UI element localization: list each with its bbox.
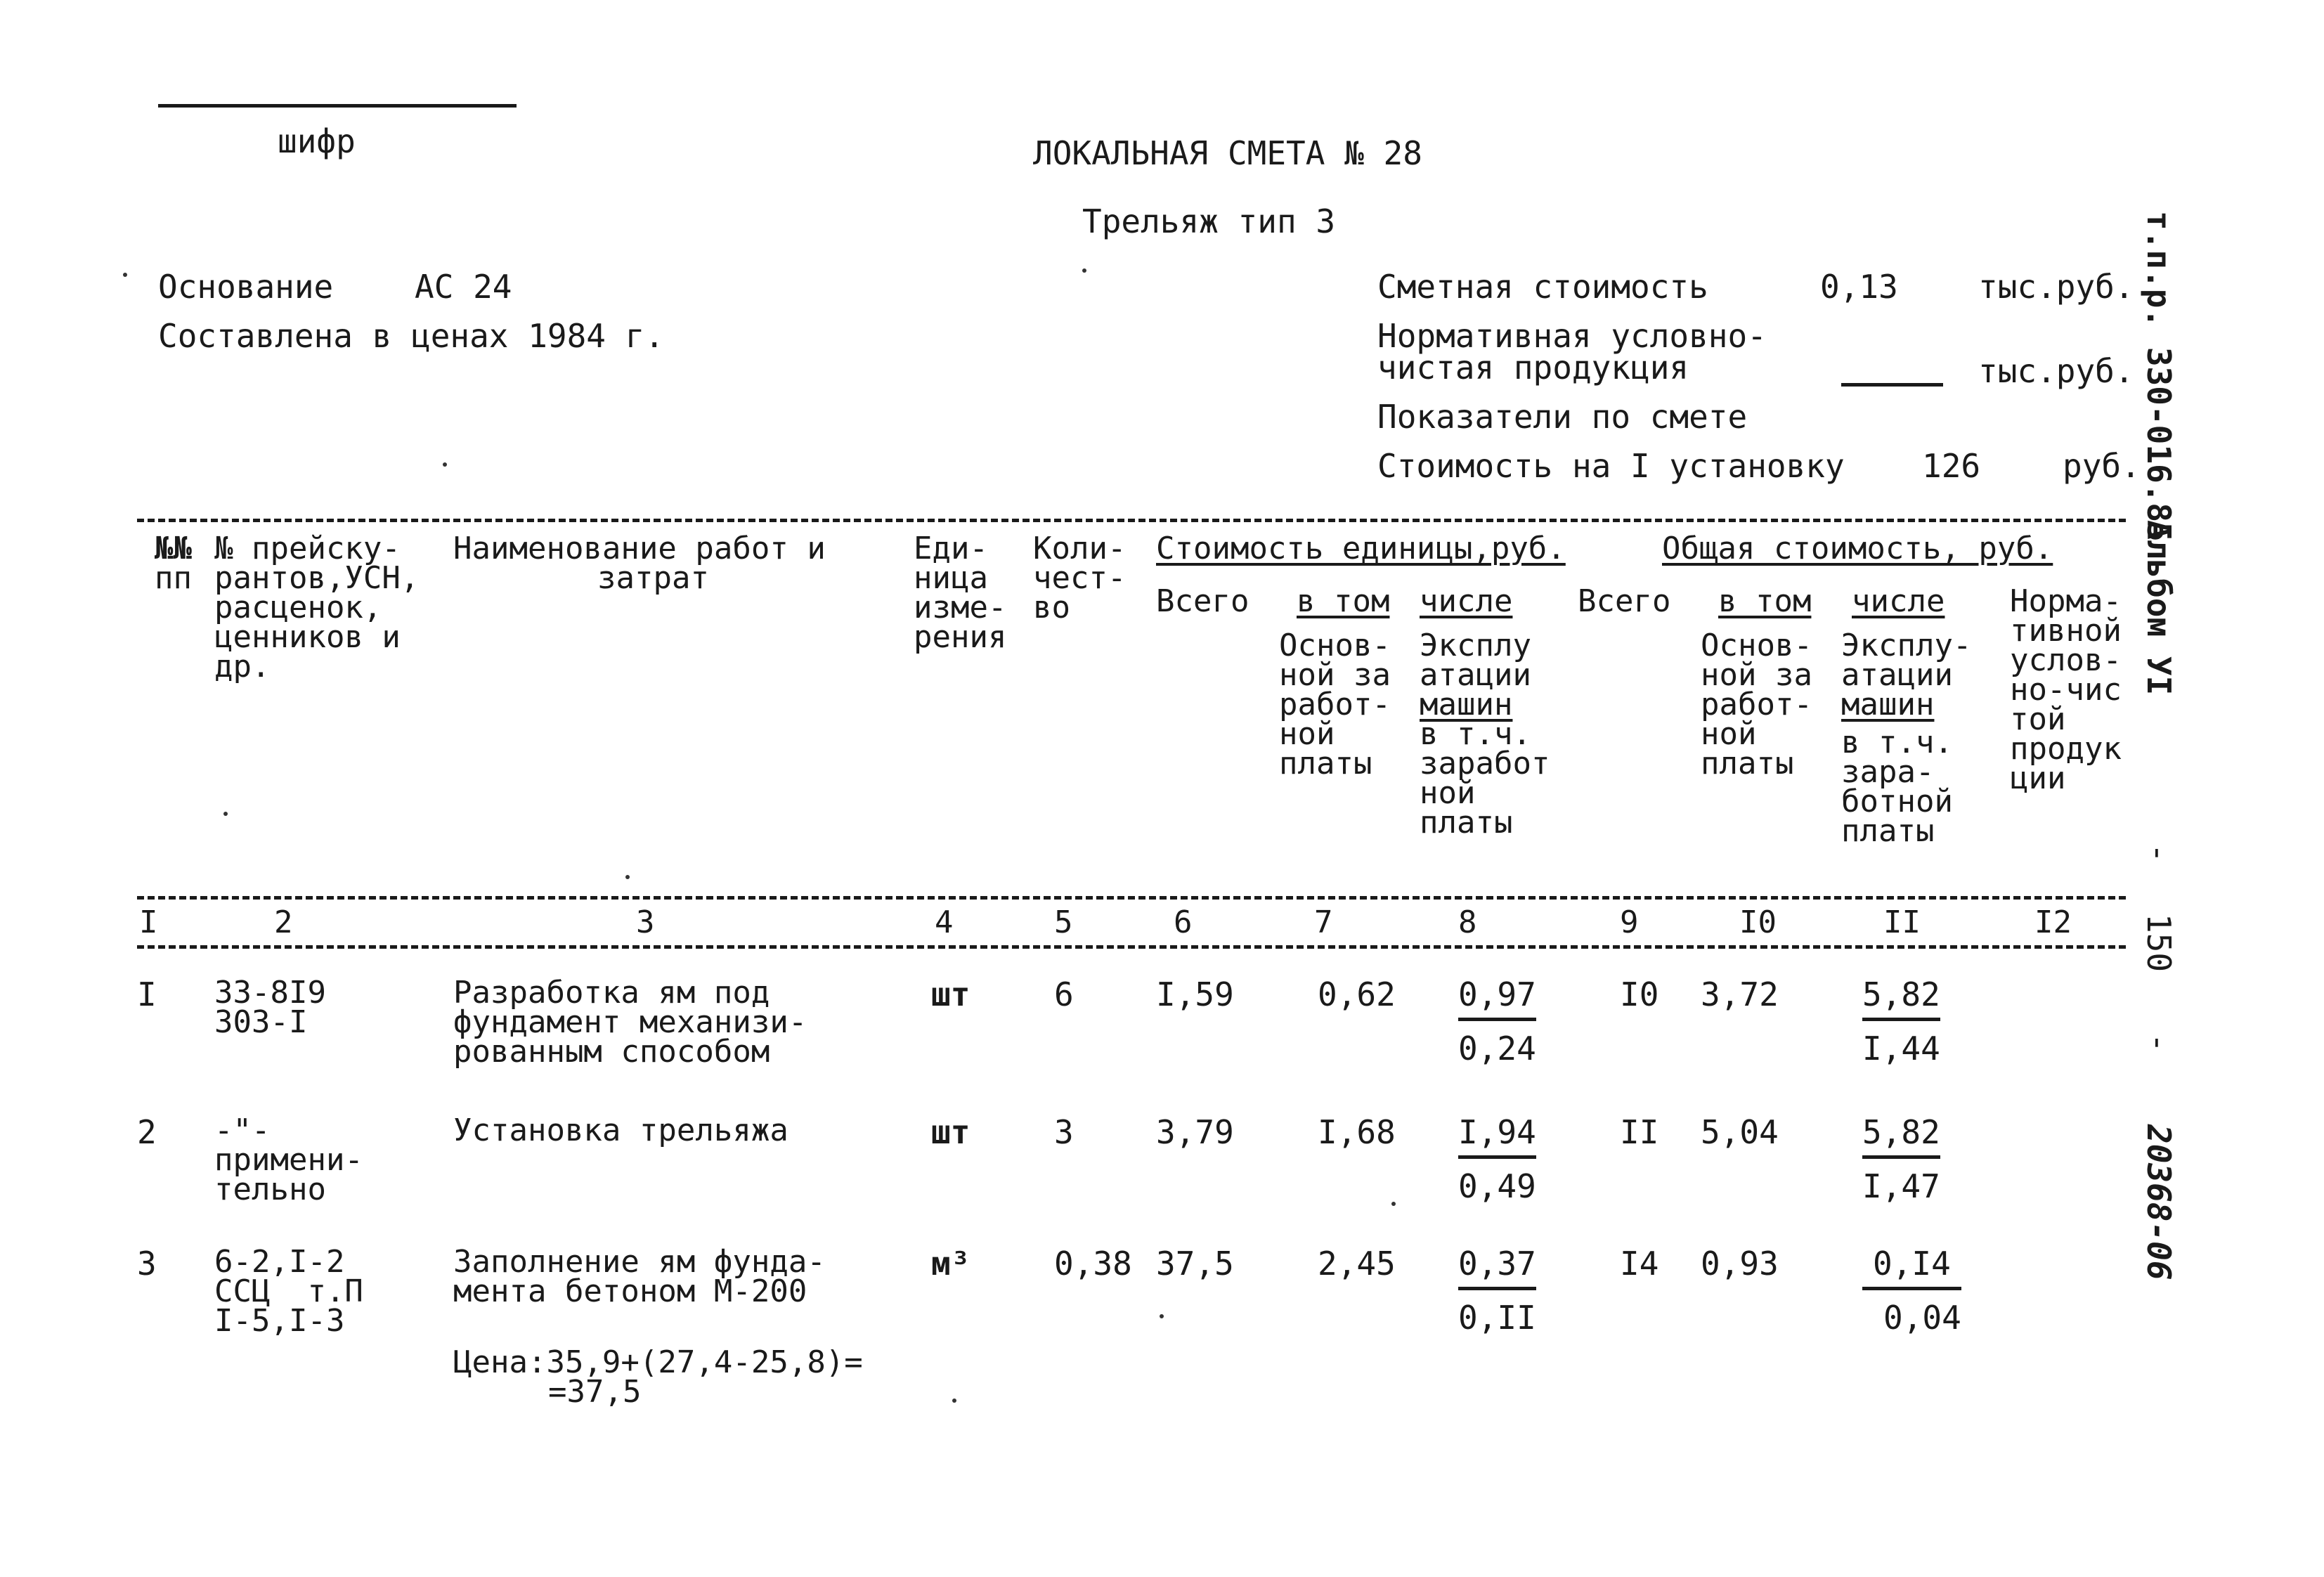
- col-2-header-line: расценок,: [214, 590, 382, 625]
- normative-label-2: чистая продукция: [1377, 349, 1689, 387]
- indicators-label: Показатели по смете: [1377, 398, 1748, 436]
- scan-speck: [1160, 1314, 1164, 1318]
- col-10-header-line: платы: [1701, 746, 1794, 781]
- table-numbers-rule: [137, 945, 2126, 949]
- row-sum-total: II: [1620, 1113, 1659, 1151]
- table-top-rule: [137, 519, 2126, 522]
- col-number: 4: [935, 904, 954, 940]
- col-11-header-line: зара-: [1841, 754, 1935, 790]
- row-name-line: Заполнение ям фунда-: [453, 1244, 826, 1280]
- row-unit-machine-value: 0,97: [1458, 978, 1536, 1021]
- col-number: 6: [1174, 904, 1193, 940]
- col-1-header-line-1: №№: [155, 531, 192, 566]
- unit-cost-label: Стоимость на I установку: [1377, 447, 1845, 485]
- side-dash: -: [2140, 1033, 2178, 1053]
- row-unit: м³: [931, 1245, 971, 1283]
- row-unit-machine-wage: 0,II: [1458, 1299, 1536, 1337]
- row-code-line: тельно: [214, 1172, 326, 1207]
- scan-speck: [123, 273, 127, 277]
- basis-value: АС 24: [415, 268, 512, 306]
- col-12-header-line: ции: [2010, 760, 2066, 796]
- unit-including-header-1: в том: [1297, 583, 1390, 619]
- row-price-note-line: =37,5: [548, 1374, 642, 1410]
- col-12-header-line: продук: [2010, 731, 2122, 767]
- col-8-header-line: заработ: [1420, 746, 1550, 781]
- col-11-header-line: машин: [1841, 687, 1935, 722]
- col-2-header: [214, 531, 420, 684]
- col-2-header-line: др.: [214, 649, 271, 684]
- col-12-header-line: той: [2010, 701, 2066, 737]
- row-sum-machine-value: 0,I4: [1862, 1247, 1961, 1290]
- row-unit-machine: [1458, 1245, 1536, 1337]
- side-dash: -: [2140, 843, 2178, 863]
- row-unit-total: I,59: [1156, 975, 1234, 1013]
- basis-label: Основание: [158, 268, 334, 306]
- col-7-header-line: платы: [1279, 746, 1372, 781]
- row-unit-machine-value: 0,37: [1458, 1247, 1536, 1290]
- total-cost-group-header: Общая стоимость, руб.: [1662, 531, 2053, 566]
- prices-note: Составлена в ценах 1984 г.: [158, 317, 665, 355]
- row-number: 3: [137, 1245, 157, 1283]
- col-5-header: [1033, 531, 1127, 625]
- col-number: 9: [1620, 904, 1639, 940]
- row-sum-machine: [1862, 1245, 1961, 1337]
- col-7-header-line: Основ-: [1279, 628, 1391, 663]
- row-sum-machine-value: 5,82: [1862, 1116, 1940, 1159]
- row-code-line: 6-2,I-2: [214, 1244, 345, 1280]
- row-unit: шт: [931, 1113, 971, 1151]
- row-unit-machine-value: I,94: [1458, 1116, 1536, 1159]
- col-number: 2: [274, 904, 293, 940]
- row-sum-machine-wage: I,47: [1862, 1167, 1940, 1205]
- unit-including-header-2: числе: [1420, 583, 1513, 619]
- col-10-header-line: ной: [1701, 716, 1757, 752]
- scan-speck: [952, 1398, 956, 1403]
- row-sum-machine-value: 5,82: [1862, 978, 1940, 1021]
- scan-speck: [223, 812, 228, 816]
- col-10-header-line: Основ-: [1701, 628, 1812, 663]
- col-number: II: [1883, 904, 1921, 940]
- row-unit-total: 3,79: [1156, 1113, 1234, 1151]
- row-number: I: [137, 975, 157, 1013]
- row-code-line: 303-I: [214, 1004, 308, 1040]
- row-unit-machine: [1458, 975, 1536, 1067]
- col-number: 7: [1314, 904, 1333, 940]
- cipher-label: шифр: [278, 122, 356, 160]
- row-number: 2: [137, 1113, 157, 1151]
- col-10-header-line: ной за: [1701, 657, 1812, 693]
- row-unit-machine-wage: 0,24: [1458, 1030, 1536, 1067]
- col-number: I: [139, 904, 158, 940]
- col-12-header-line: услов-: [2010, 642, 2122, 678]
- col-3-header-line-1: Наименование работ и: [453, 531, 826, 566]
- side-margin-note: [2133, 211, 2178, 1441]
- sum-including-header-2: числе: [1852, 583, 1945, 619]
- col-12-header-line: тивной: [2010, 613, 2122, 649]
- col-4-header-line: Еди-: [914, 531, 988, 566]
- row-unit-total: 37,5: [1156, 1245, 1234, 1283]
- side-page: 150: [2140, 914, 2178, 973]
- row-unit-machine: [1458, 1113, 1536, 1205]
- normative-label-1: Нормативная условно-: [1377, 317, 1767, 355]
- cipher-rule: [158, 104, 517, 108]
- side-album: Альбом УI: [2140, 520, 2178, 696]
- col-11-header-line: платы: [1841, 813, 1935, 849]
- col-8-header-line: атации: [1420, 657, 1531, 693]
- row-unit-wage: 0,62: [1318, 975, 1396, 1013]
- col-5-header-line: во: [1033, 590, 1070, 625]
- row-code-line: 33-8I9: [214, 975, 326, 1011]
- col-4-header: [914, 531, 1007, 655]
- col-8-header-line: Эксплу: [1420, 628, 1531, 663]
- row-sum-total: I0: [1620, 975, 1659, 1013]
- col-number: I2: [2034, 904, 2072, 940]
- row-code-line: ССЦ т.П: [214, 1273, 363, 1309]
- scan-speck: [443, 462, 447, 467]
- row-name-line: Установка трельяжа: [453, 1112, 788, 1148]
- col-number: 3: [636, 904, 655, 940]
- row-name-line: рованным способом: [453, 1034, 770, 1070]
- side-standard-code: т.п.р. 330-016.85: [2140, 211, 2178, 542]
- unit-cost-value: 126: [1922, 447, 1981, 485]
- unit-cost-unit: руб.: [2063, 447, 2141, 485]
- row-code-line: -"-: [214, 1112, 271, 1148]
- col-11-header-line: атации: [1841, 657, 1953, 693]
- col-number: I0: [1739, 904, 1777, 940]
- col-2-header-line: ценников и: [214, 619, 401, 655]
- col-4-header-line: рения: [914, 619, 1007, 655]
- col-11-header: [1841, 628, 1972, 849]
- col-11-header-line: Эксплу-: [1841, 628, 1972, 663]
- row-sum-wage: 5,04: [1701, 1113, 1779, 1151]
- col-5-header-line: чест-: [1033, 560, 1127, 596]
- col-7-header-line: ной: [1279, 716, 1335, 752]
- unit-total-header: Всего: [1156, 583, 1249, 619]
- col-8-header-line: в т.ч.: [1420, 716, 1531, 752]
- col-number: 5: [1054, 904, 1073, 940]
- row-qty: 0,38: [1054, 1245, 1132, 1283]
- col-12-header-line: но-чис: [2010, 672, 2122, 708]
- col-11-header-line: в т.ч.: [1841, 725, 1953, 760]
- row-unit-wage: 2,45: [1318, 1245, 1396, 1283]
- document-title: ЛОКАЛЬНАЯ СМЕТА № 28: [1033, 134, 1422, 172]
- normative-unit: тыс.руб.: [1978, 352, 2134, 390]
- col-1-header-line-2: пп: [155, 560, 192, 596]
- row-unit-wage: I,68: [1318, 1113, 1396, 1151]
- col-12-header: [2010, 583, 2122, 796]
- col-3-header-line-2: затрат: [597, 560, 709, 596]
- estimate-cost-value: 0,13: [1820, 268, 1898, 306]
- row-sum-total: I4: [1620, 1245, 1659, 1283]
- normative-blank: [1841, 383, 1943, 387]
- row-qty: 3: [1054, 1113, 1074, 1151]
- row-name-line: фундамент механизи-: [453, 1004, 807, 1040]
- row-qty: 6: [1054, 975, 1074, 1013]
- col-2-header-line: рантов,УСН,: [214, 560, 420, 596]
- scan-speck: [1082, 268, 1086, 273]
- scan-speck: [1391, 1202, 1396, 1206]
- row-price-note-line: Цена:35,9+(27,4-25,8)=: [453, 1344, 863, 1380]
- row-unit-machine-wage: 0,49: [1458, 1167, 1536, 1205]
- col-number: 8: [1458, 904, 1477, 940]
- row-name-line: мента бетоном М-200: [453, 1273, 807, 1309]
- sum-total-header: Всего: [1578, 583, 1671, 619]
- col-12-header-line: Норма-: [2010, 583, 2122, 619]
- row-unit: шт: [931, 975, 971, 1013]
- estimate-cost-unit: тыс.руб.: [1978, 268, 2134, 306]
- col-4-header-line: изме-: [914, 590, 1007, 625]
- unit-cost-group-header: Стоимость единицы,руб.: [1156, 531, 1566, 566]
- col-7-header-line: работ-: [1279, 687, 1391, 722]
- row-sum-machine: [1862, 975, 1940, 1067]
- col-8-header-line: ной: [1420, 775, 1476, 811]
- document-subtitle: Трельяж тип 3: [1082, 202, 1336, 240]
- row-sum-machine: [1862, 1113, 1940, 1205]
- col-8-header-line: платы: [1420, 805, 1513, 841]
- row-name-line: Разработка ям под: [453, 975, 770, 1011]
- row-code-line: I-5,I-3: [214, 1303, 345, 1339]
- col-10-header: [1701, 628, 1812, 781]
- scan-speck: [625, 875, 630, 879]
- col-4-header-line: ница: [914, 560, 988, 596]
- estimate-cost-label: Сметная стоимость: [1377, 268, 1708, 306]
- col-8-header: [1420, 628, 1550, 841]
- row-sum-wage: 3,72: [1701, 975, 1779, 1013]
- sum-including-header-1: в том: [1718, 583, 1812, 619]
- col-5-header-line: Коли-: [1033, 531, 1127, 566]
- row-sum-machine-wage: 0,04: [1883, 1299, 1961, 1337]
- row-code-line: примени-: [214, 1142, 363, 1178]
- row-sum-wage: 0,93: [1701, 1245, 1779, 1283]
- col-8-header-line: машин: [1420, 687, 1513, 722]
- row-sum-machine-wage: I,44: [1862, 1030, 1940, 1067]
- col-10-header-line: работ-: [1701, 687, 1812, 722]
- col-7-header: [1279, 628, 1391, 781]
- table-header-rule: [137, 896, 2126, 900]
- col-11-header-line: ботной: [1841, 784, 1953, 819]
- col-7-header-line: ной за: [1279, 657, 1391, 693]
- col-2-header-line: № прейску-: [214, 531, 401, 566]
- side-doc-number: 20368-06: [2140, 1124, 2178, 1280]
